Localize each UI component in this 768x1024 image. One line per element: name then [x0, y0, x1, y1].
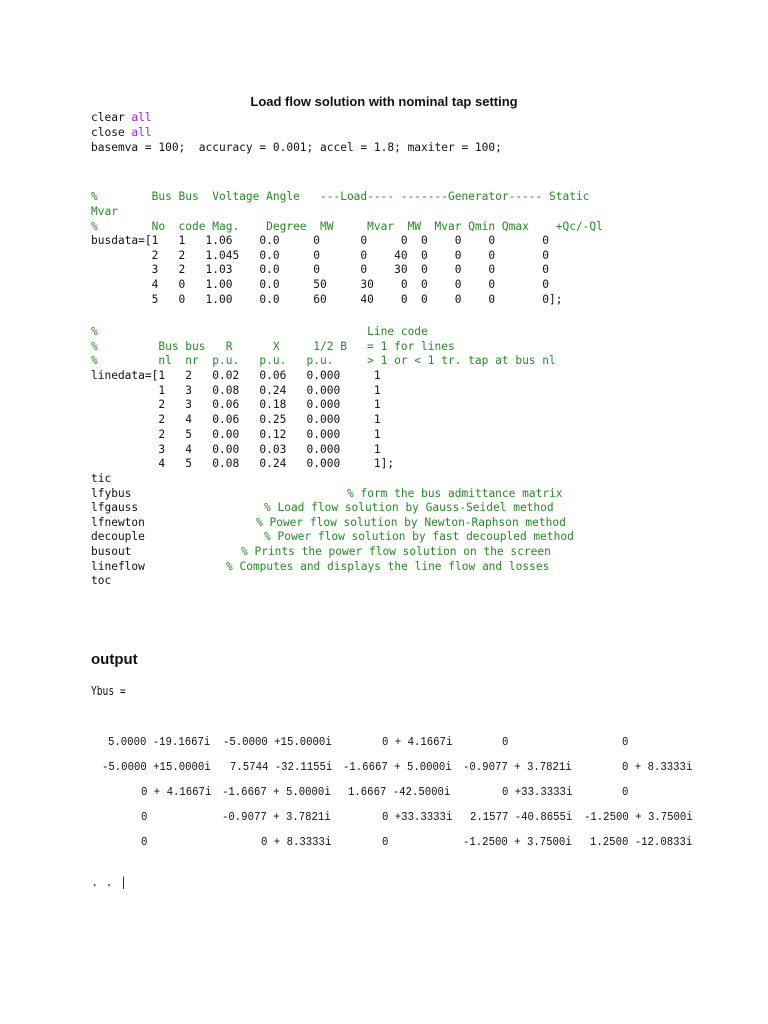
prompt-cursor: . . |	[91, 875, 128, 889]
ybus-cell: 0 + 8.3333i	[622, 760, 693, 774]
command-lineflow: lineflow	[91, 560, 145, 573]
document-title: Load flow solution with nominal tap setting	[250, 94, 518, 109]
ybus-cell: -5.0000 +15.0000i	[223, 735, 332, 749]
busdata-header-2: % No code Mag. Degree MW Mvar MW Mvar Qmin Qmax +Qc/-Ql	[91, 220, 603, 233]
linedata-row: 2 4 0.06 0.25 0.000 1	[91, 413, 381, 426]
linedata-row: 1 3 0.08 0.24 0.000 1	[91, 384, 381, 397]
command-lfgauss: lfgauss	[91, 501, 139, 514]
busdata-header-1: % Bus Bus Voltage Angle ---Load---- -------Generator----- Static	[91, 190, 590, 203]
clear-command: clear	[91, 111, 132, 124]
ybus-cell: -1.6667 + 5.0000i	[343, 760, 452, 774]
ybus-cell: -0.9077 + 3.7821i	[222, 810, 331, 824]
code-line-close	[91, 126, 152, 141]
ybus-cell: -0.9077 + 3.7821i	[463, 760, 572, 774]
ybus-label: Ybus =	[91, 684, 126, 698]
ybus-cell: -1.6667 + 5.0000i	[222, 785, 331, 799]
code-line-basemva: basemva = 100; accuracy = 0.001; accel = 1.8; maxiter = 100;	[91, 141, 502, 154]
ybus-cell: 0 +33.3333i	[382, 810, 453, 824]
command-busout: busout	[91, 545, 132, 558]
comment-lfybus: % form the bus admittance matrix	[347, 487, 563, 500]
comment-lfnewton: % Power flow solution by Newton-Raphson method	[256, 516, 566, 529]
busdata-row: 2 2 1.045 0.0 0 0 40 0 0 0 0	[91, 249, 550, 262]
busdata-row: 4 0 1.00 0.0 50 30 0 0 0 0 0	[91, 278, 550, 291]
ybus-cell: 0	[141, 835, 148, 849]
linedata-header-2: % Bus bus R X 1/2 B = 1 for lines	[91, 340, 455, 353]
ybus-cell: 0	[502, 735, 509, 749]
ybus-cell: -5.0000 +15.0000i	[102, 760, 211, 774]
ybus-cell: -1.2500 + 3.7500i	[584, 810, 693, 824]
comment-lfgauss: % Load flow solution by Gauss-Seidel method	[264, 501, 554, 514]
busdata-row: busdata=[1 1 1.06 0.0 0 0 0 0 0 0 0	[91, 234, 550, 247]
ybus-cell: 5.0000 -19.1667i	[108, 735, 211, 749]
linedata-row: linedata=[1 2 0.02 0.06 0.000 1	[91, 369, 381, 382]
ybus-cell: -1.2500 + 3.7500i	[463, 835, 572, 849]
ybus-cell: 7.5744 -32.1155i	[230, 760, 333, 774]
ybus-cell: 0 +33.3333i	[502, 785, 573, 799]
ybus-cell: 0	[622, 735, 629, 749]
command-tic: tic	[91, 472, 112, 485]
ybus-cell: 0	[141, 810, 148, 824]
code-line-clear	[91, 111, 152, 126]
ybus-cell: 0 + 4.1667i	[141, 785, 212, 799]
command-lfybus: lfybus	[91, 487, 132, 500]
comment-busout: % Prints the power flow solution on the screen	[241, 545, 551, 558]
close-command: close	[91, 126, 132, 139]
busdata-row: 5 0 1.00 0.0 60 40 0 0 0 0 0];	[91, 293, 563, 306]
ybus-cell: 0 + 8.3333i	[261, 835, 332, 849]
busdata-row: 3 2 1.03 0.0 0 0 30 0 0 0 0	[91, 263, 550, 276]
ybus-cell: 0 + 4.1667i	[382, 735, 453, 749]
close-keyword: all	[131, 126, 152, 139]
command-lfnewton: lfnewton	[91, 516, 145, 529]
command-decouple: decouple	[91, 530, 145, 543]
ybus-cell: 0	[622, 785, 629, 799]
linedata-row: 3 4 0.00 0.03 0.000 1	[91, 443, 381, 456]
busdata-header-1-wrap: Mvar	[91, 205, 118, 218]
ybus-cell: 0	[382, 835, 389, 849]
linedata-row: 2 3 0.06 0.18 0.000 1	[91, 398, 381, 411]
linedata-row: 2 5 0.00 0.12 0.000 1	[91, 428, 381, 441]
command-toc: toc	[91, 574, 112, 587]
ybus-cell: 1.2500 -12.0833i	[590, 835, 693, 849]
comment-lineflow: % Computes and displays the line flow and losses	[226, 560, 550, 573]
ybus-cell: 2.1577 -40.8655i	[470, 810, 573, 824]
linedata-row: 4 5 0.08 0.24 0.000 1];	[91, 457, 395, 470]
clear-keyword: all	[131, 111, 152, 124]
ybus-cell: 1.6667 -42.5000i	[348, 785, 451, 799]
linedata-header-3: % nl nr p.u. p.u. p.u. > 1 or < 1 tr. tap at bus nl	[91, 354, 556, 367]
linedata-header-1: % Line code	[91, 325, 428, 338]
comment-decouple: % Power flow solution by fast decoupled method	[264, 530, 574, 543]
output-heading: output	[91, 651, 138, 668]
